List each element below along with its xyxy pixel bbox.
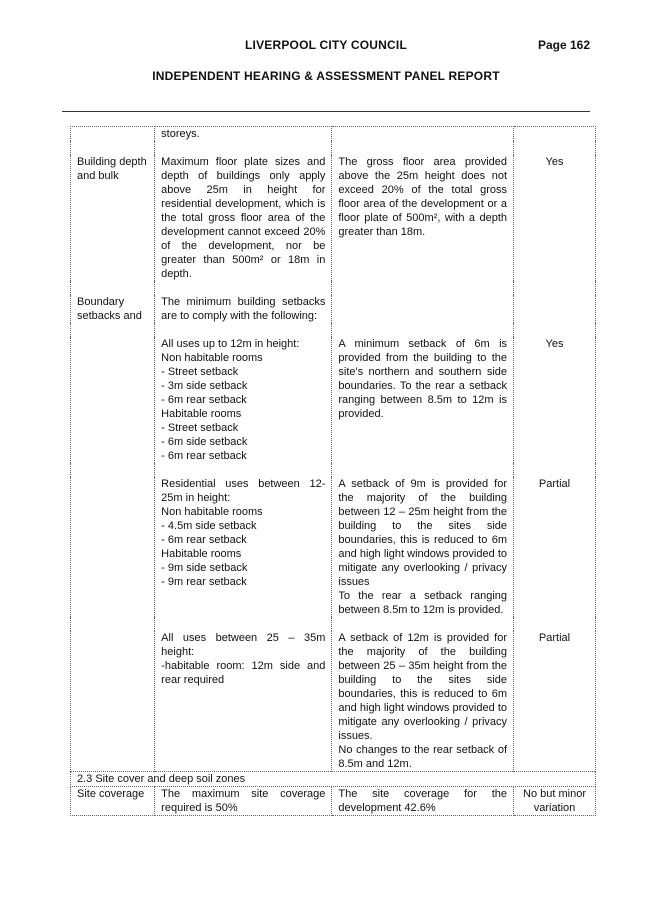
requirement-line: All uses between 25 – 35m height: [161, 632, 326, 658]
table-row [71, 127, 596, 142]
provision-cell [332, 477, 514, 617]
compliance-cell: No but minor variation [514, 787, 596, 816]
provision-text: A setback of 9m is provided for the majority of the building between 12 – 25m height from the building to the sites side boundaries, this is reduced to 6m and high light windows provided to mitigate any overlooking / privacy issues [338, 478, 508, 588]
requirement-cell: The minimum building setbacks are to comply with the following: [155, 295, 332, 323]
requirement-line: - 4.5m side setback [161, 520, 257, 532]
compliance-cell [514, 295, 596, 323]
compliance-cell: Yes [514, 337, 596, 463]
provision-text: A setback of 12m is provided for the majority of the building between 25 – 35m height from the building to the sites side boundaries, this is reduced to 6m and high light windows provided to mitigate any overlooking / privacy issues. [338, 632, 508, 742]
requirement-line: - 9m side setback [161, 562, 248, 574]
table-row [71, 337, 596, 463]
table-row [71, 477, 596, 617]
requirement-cell: storeys. [155, 127, 332, 142]
requirement-line: Residential uses between 12-25m in height: [161, 478, 326, 504]
requirement-line: Habitable rooms [161, 548, 242, 560]
compliance-cell [514, 127, 596, 142]
report-title: INDEPENDENT HEARING & ASSESSMENT PANEL REPORT [152, 69, 500, 83]
requirement-line: - Street setback [161, 422, 239, 434]
control-cell [71, 127, 155, 142]
requirement-line: Habitable rooms [161, 408, 242, 420]
compliance-cell: Yes [514, 155, 596, 281]
requirement-line: Non habitable rooms [161, 352, 263, 364]
control-cell: Boundary setbacks and [71, 295, 155, 323]
page-number: Page 162 [537, 38, 590, 52]
provision-cell: A minimum setback of 6m is provided from the building to the site's northern and southern side boundaries. To the rear a setback ranging between 8.5m to 12m is provided. [332, 337, 514, 463]
requirement-line: - 6m rear setback [161, 450, 247, 462]
requirement-line: All uses up to 12m in height: [161, 338, 300, 350]
provision-cell: The site coverage for the development 42.6% [332, 787, 514, 816]
table-row [71, 295, 596, 323]
table-row [71, 631, 596, 772]
provision-cell [332, 127, 514, 142]
requirement-cell [155, 337, 332, 463]
provision-cell [332, 631, 514, 772]
table-row [71, 787, 596, 816]
control-cell [71, 337, 155, 463]
requirement-line: Non habitable rooms [161, 506, 263, 518]
compliance-cell: Partial [514, 631, 596, 772]
requirement-cell [155, 631, 332, 772]
control-cell [71, 631, 155, 772]
requirement-line: - 6m rear setback [161, 534, 247, 546]
requirement-line: - 9m rear setback [161, 576, 247, 588]
provision-cell [332, 295, 514, 323]
requirement-cell: The maximum site coverage required is 50% [155, 787, 332, 816]
control-cell: Site coverage [71, 787, 155, 816]
requirement-line: - Street setback [161, 366, 239, 378]
control-cell [71, 477, 155, 617]
provision-text: To the rear a setback ranging between 8.5m to 12m is provided. [338, 590, 508, 616]
section-title: 2.3 Site cover and deep soil zones [71, 772, 596, 787]
compliance-table [70, 126, 596, 816]
requirement-line: -habitable room: 12m side and rear required [161, 660, 326, 686]
compliance-cell: Partial [514, 477, 596, 617]
requirement-line: - 6m side setback [161, 436, 248, 448]
requirement-line: - 3m side setback [161, 380, 248, 392]
table-row [71, 155, 596, 281]
provision-text: No changes to the rear setback of 8.5m and 12m. [338, 744, 508, 770]
section-row [71, 772, 596, 787]
provision-cell: The gross floor area provided above the 25m height does not exceed 20% of the total gross floor area of the development or a floor plate of 500m², with a depth greater than 18m. [332, 155, 514, 281]
requirement-cell [155, 477, 332, 617]
council-name: LIVERPOOL CITY COUNCIL [245, 38, 407, 52]
header-divider [62, 111, 590, 112]
requirement-line: - 6m rear setback [161, 394, 247, 406]
control-cell: Building depth and bulk [71, 155, 155, 281]
requirement-cell: Maximum floor plate sizes and depth of buildings only apply above 25m in height for residential development, which is the total gross floor area of the development cannot exceed 20% of the development, nor be greater than 500m² or 18m in depth. [155, 155, 332, 281]
